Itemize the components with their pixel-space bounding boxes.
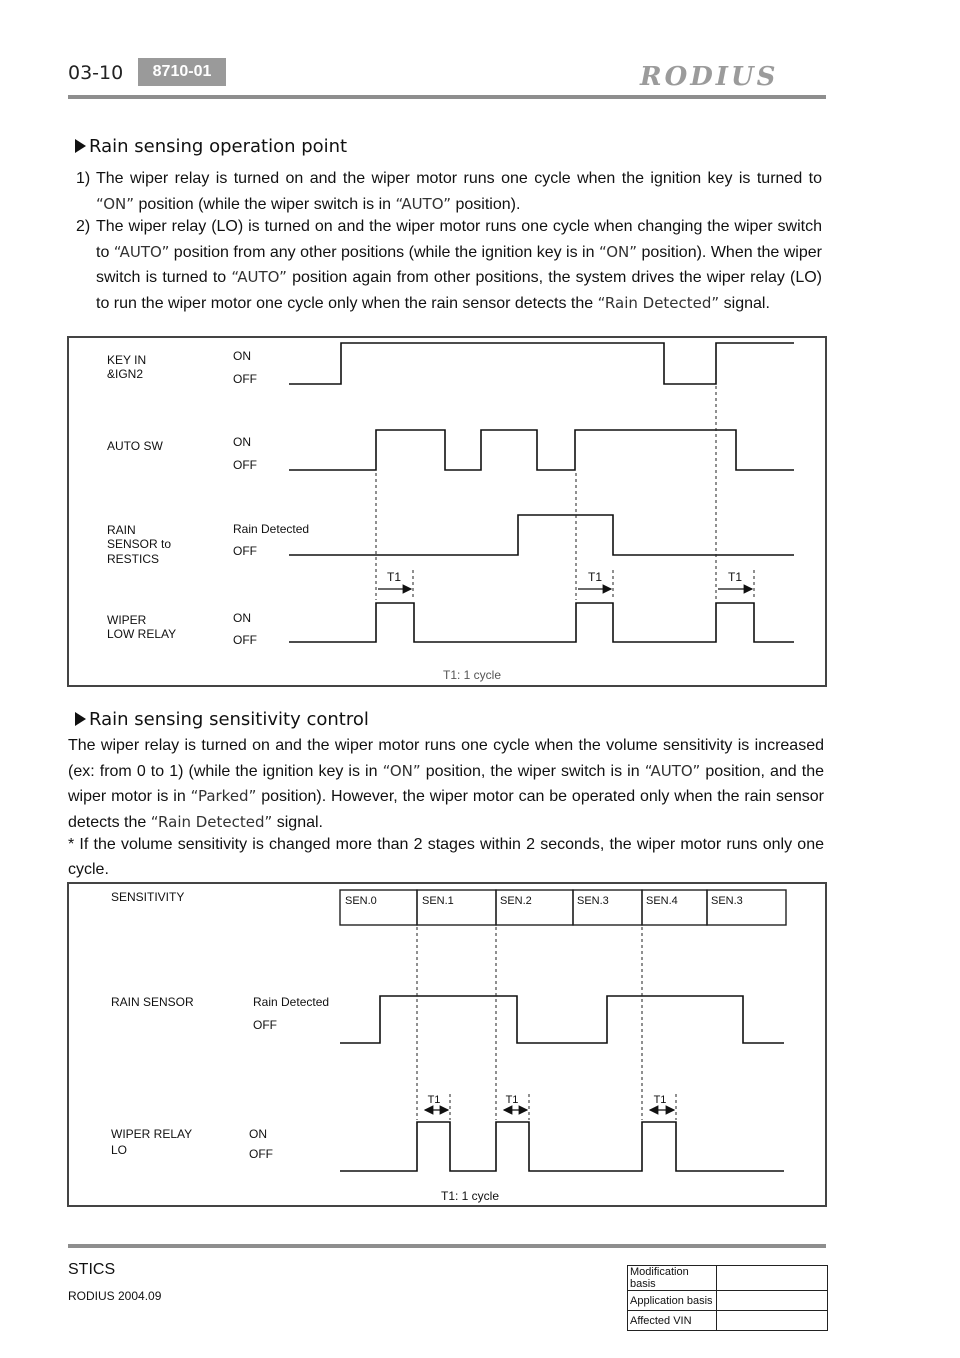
- t1-label-1: T1: [386, 570, 402, 584]
- sens-cell-3: SEN.3: [577, 895, 609, 907]
- wiper-relay-off: OFF: [249, 1147, 273, 1161]
- revision-value: [717, 1291, 828, 1311]
- revision-value: [717, 1311, 828, 1331]
- revision-label: Modification basis: [628, 1266, 717, 1291]
- row-key-in-label: KEY IN: [107, 353, 147, 367]
- section2-heading-text: Rain sensing sensitivity control: [89, 709, 369, 730]
- revision-label: Application basis: [628, 1291, 717, 1311]
- signal-key-in: [289, 343, 794, 384]
- timing-diagram-operation-svg: [69, 338, 825, 685]
- revision-label: Affected VIN: [628, 1311, 717, 1331]
- t1-label-a: T1: [427, 1094, 441, 1106]
- section2-heading: [75, 709, 369, 730]
- triangle-bullet-icon: [75, 712, 86, 726]
- row-wiper-label-2: LOW RELAY: [107, 627, 177, 641]
- section-code-badge: 8710-01: [138, 58, 226, 86]
- item1-text: The wiper relay is turned on and the wiper motor runs one cycle when the ignition key is turned to “ON” position (while the wiper switch is in “AUTO” position).: [96, 170, 822, 213]
- rain-sensor-off: OFF: [253, 1018, 277, 1032]
- row-auto-sw-on: ON: [233, 435, 251, 449]
- row-auto-sw-off: OFF: [233, 458, 257, 472]
- page-number: 03-10: [68, 62, 124, 84]
- row-wiper-on: ON: [233, 611, 251, 625]
- section2-note: * If the volume sensitivity is changed more than 2 stages within 2 seconds, the wiper motor runs only one cycle.: [68, 836, 824, 878]
- brand-logo: RODIUS: [640, 62, 779, 92]
- item2-text: The wiper relay (LO) is turned on and the wiper motor runs one cycle when changing the wiper switch to “AUTO” position from any other positions (while the ignition key is in “ON” position). When the wiper switch is turned to “AUTO” position again from other positions, the system drives the wiper relay (LO) to run the wiper motor one cycle only when the rain sensor detects the “Rain Detected” signal.: [96, 218, 823, 312]
- rain-sensor-label: RAIN SENSOR: [111, 995, 194, 1009]
- rain-sensor-on: Rain Detected: [253, 995, 330, 1009]
- row-auto-sw-label: AUTO SW: [107, 439, 163, 453]
- sens-cell-1: SEN.1: [422, 895, 454, 907]
- triangle-bullet-icon: [75, 139, 86, 153]
- wiper-relay-on: ON: [249, 1127, 267, 1141]
- revision-row: [628, 1266, 828, 1291]
- row-rain-label-3: RESTICS: [107, 552, 160, 566]
- row-key-in-off: OFF: [233, 372, 257, 386]
- row-key-in-on: ON: [233, 349, 251, 363]
- signal-rain-sensor-2: [340, 996, 784, 1043]
- timing-diagram-sensitivity: [67, 882, 827, 1207]
- t1-label-b: T1: [505, 1094, 519, 1106]
- row-wiper-label: WIPER: [107, 613, 147, 627]
- row-rain-on: Rain Detected: [233, 522, 310, 536]
- footer-section: STICS: [68, 1261, 116, 1278]
- section1-heading: [75, 136, 347, 157]
- signal-auto-sw: [289, 430, 794, 470]
- row-wiper-off: OFF: [233, 633, 257, 647]
- revision-row: [628, 1291, 828, 1311]
- footer-doc: RODIUS 2004.09: [68, 1289, 162, 1303]
- sens-cell-0: SEN.0: [345, 895, 377, 907]
- t1-label-3: T1: [727, 570, 743, 584]
- signal-rain-sensor: [289, 515, 794, 555]
- timing-diagram-operation: [67, 336, 827, 687]
- t1-label-c: T1: [653, 1094, 667, 1106]
- row-rain-off: OFF: [233, 544, 257, 558]
- wiper-relay-label-2: LO: [111, 1143, 128, 1157]
- diagram2-caption: T1: 1 cycle: [440, 1189, 500, 1203]
- section2-paragraph: The wiper relay is turned on and the wiper motor runs one cycle when the volume sensitivity is increased (ex: from 0 to 1) (while the ignition key is in “ON” position, the wiper switch is in “AUTO” position, and the wiper motor is in “Parked” position). However, the wiper motor can be operated only when the rain sensor detects the “Rain Detected” signal.: [68, 737, 825, 831]
- diagram1-caption: T1: 1 cycle: [442, 668, 502, 682]
- item1-number: 1): [76, 170, 91, 187]
- section1-heading-text: Rain sensing operation point: [89, 136, 348, 157]
- timing-diagram-sensitivity-svg: [69, 884, 825, 1205]
- row-rain-label: RAIN: [107, 523, 136, 537]
- wiper-relay-label: WIPER RELAY: [111, 1127, 193, 1141]
- signal-wiper-relay-2: [340, 1122, 784, 1171]
- row-key-in-label-2: &IGN2: [107, 367, 144, 381]
- sens-cell-5: SEN.3: [711, 895, 743, 907]
- sensitivity-label: SENSITIVITY: [111, 890, 185, 904]
- revision-row: [628, 1311, 828, 1331]
- sens-cell-2: SEN.2: [500, 895, 532, 907]
- signal-wiper-relay: [289, 603, 794, 642]
- item2-number: 2): [76, 218, 91, 235]
- revision-table: [627, 1265, 828, 1331]
- header-rule: [68, 95, 826, 99]
- sens-cell-4: SEN.4: [646, 895, 678, 907]
- t1-label-2: T1: [587, 570, 603, 584]
- footer-rule: [68, 1244, 826, 1248]
- revision-value: [717, 1266, 828, 1291]
- row-rain-label-2: SENSOR to: [107, 537, 172, 551]
